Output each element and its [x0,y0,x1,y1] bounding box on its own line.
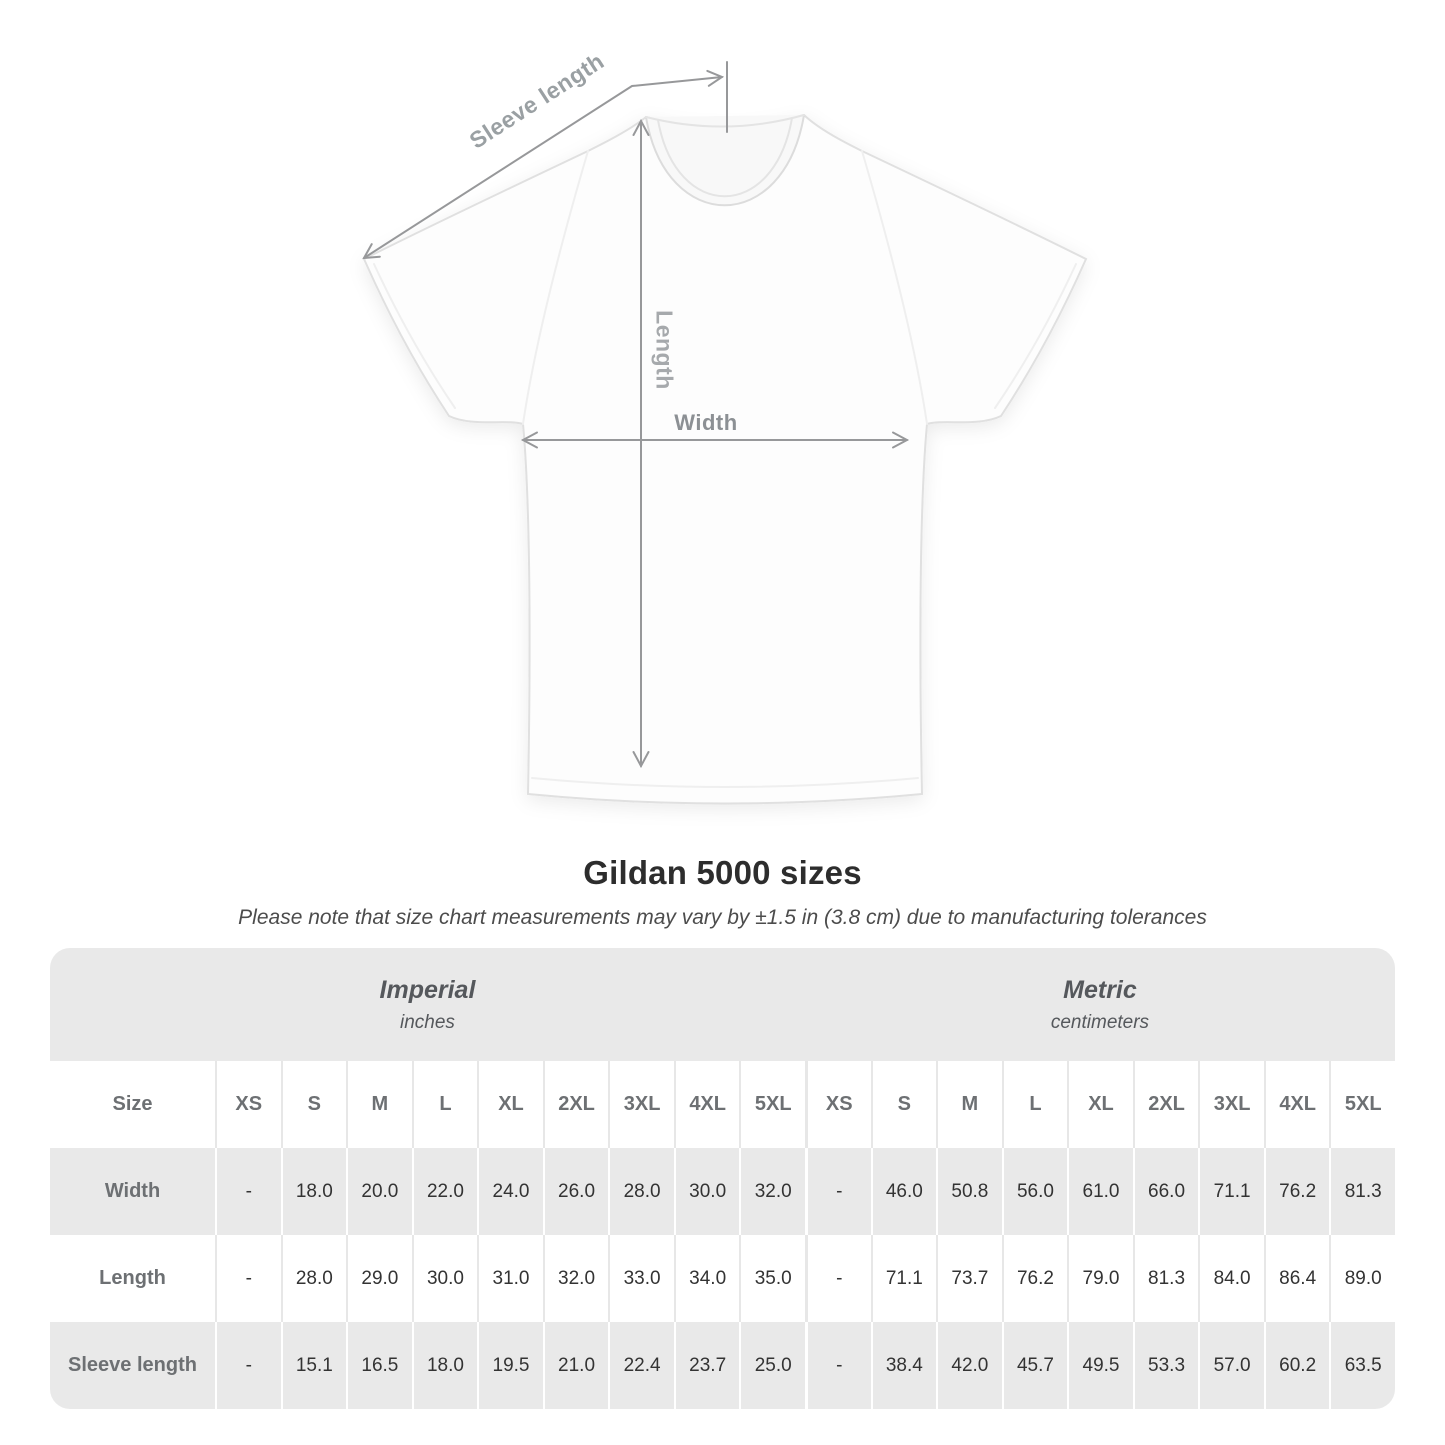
page-title: Gildan 5000 sizes [583,854,862,891]
value-imperial-s: 28.0 [281,1235,347,1322]
col-header-imperial-m: M [346,1061,412,1148]
value-imperial-3xl: 22.4 [608,1322,674,1409]
col-header-metric-m: M [936,1061,1002,1148]
metric-group-header [805,948,1395,1061]
col-header-imperial-xs: XS [215,1061,281,1148]
value-imperial-2xl: 32.0 [543,1235,609,1322]
col-header-metric-4xl: 4XL [1264,1061,1330,1148]
value-imperial-4xl: 34.0 [674,1235,740,1322]
value-imperial-xs: - [215,1322,281,1409]
col-header-metric-l: L [1002,1061,1068,1148]
col-header-metric-xs: XS [805,1061,871,1148]
value-imperial-xl: 24.0 [477,1148,543,1235]
value-imperial-5xl: 35.0 [739,1235,805,1322]
value-metric-2xl: 66.0 [1133,1148,1199,1235]
value-imperial-m: 16.5 [346,1322,412,1409]
value-imperial-xl: 31.0 [477,1235,543,1322]
value-metric-xl: 49.5 [1067,1322,1133,1409]
value-imperial-2xl: 21.0 [543,1322,609,1409]
value-metric-4xl: 86.4 [1264,1235,1330,1322]
col-header-imperial-l: L [412,1061,478,1148]
value-metric-l: 45.7 [1002,1322,1068,1409]
col-header-imperial-2xl: 2XL [543,1061,609,1148]
value-metric-m: 50.8 [936,1148,1002,1235]
col-header-imperial-3xl: 3XL [608,1061,674,1148]
value-metric-s: 38.4 [871,1322,937,1409]
value-metric-m: 42.0 [936,1322,1002,1409]
value-metric-l: 56.0 [1002,1148,1068,1235]
tshirt-shape [364,115,1086,804]
value-metric-xs: - [805,1148,871,1235]
value-metric-m: 73.7 [936,1235,1002,1322]
value-imperial-s: 15.1 [281,1322,347,1409]
value-imperial-2xl: 26.0 [543,1148,609,1235]
value-metric-3xl: 84.0 [1198,1235,1264,1322]
table-row-length [50,1235,1395,1322]
col-header-imperial-4xl: 4XL [674,1061,740,1148]
imperial-unit: inches [400,1011,455,1033]
value-metric-3xl: 71.1 [1198,1148,1264,1235]
title-block [0,854,1445,930]
value-metric-5xl: 89.0 [1329,1235,1395,1322]
value-metric-4xl: 60.2 [1264,1322,1330,1409]
size-table [50,948,1395,1409]
value-imperial-4xl: 30.0 [674,1148,740,1235]
value-metric-5xl: 81.3 [1329,1148,1395,1235]
imperial-group-header [50,948,805,1061]
value-metric-s: 46.0 [871,1148,937,1235]
value-imperial-s: 18.0 [281,1148,347,1235]
value-metric-4xl: 76.2 [1264,1148,1330,1235]
value-imperial-4xl: 23.7 [674,1322,740,1409]
value-imperial-l: 22.0 [412,1148,478,1235]
table-row-width [50,1148,1395,1235]
col-header-imperial-xl: XL [477,1061,543,1148]
length-label: Length [651,310,678,390]
value-imperial-xs: - [215,1148,281,1235]
value-metric-s: 71.1 [871,1235,937,1322]
value-metric-5xl: 63.5 [1329,1322,1395,1409]
sleeve-length-label: Sleeve length [464,47,609,154]
value-imperial-l: 18.0 [412,1322,478,1409]
value-imperial-m: 20.0 [346,1148,412,1235]
value-metric-xl: 61.0 [1067,1148,1133,1235]
value-imperial-3xl: 33.0 [608,1235,674,1322]
row-label: Width [104,1180,161,1202]
value-imperial-5xl: 32.0 [739,1148,805,1235]
row-label: Sleeve length [68,1354,197,1376]
imperial-title: Imperial [379,975,476,1004]
col-header-metric-xl: XL [1067,1061,1133,1148]
size-header-row [50,1061,1395,1148]
col-header-metric-3xl: 3XL [1198,1061,1264,1148]
col-header-imperial-s: S [281,1061,347,1148]
value-imperial-3xl: 28.0 [608,1148,674,1235]
value-metric-l: 76.2 [1002,1235,1068,1322]
value-imperial-m: 29.0 [346,1235,412,1322]
value-metric-xs: - [805,1235,871,1322]
col-header-imperial-5xl: 5XL [739,1061,805,1148]
col-header-metric-2xl: 2XL [1133,1061,1199,1148]
row-label: Length [99,1267,166,1289]
value-metric-xl: 79.0 [1067,1235,1133,1322]
value-metric-2xl: 81.3 [1133,1235,1199,1322]
value-imperial-l: 30.0 [412,1235,478,1322]
value-imperial-5xl: 25.0 [739,1322,805,1409]
value-imperial-xl: 19.5 [477,1322,543,1409]
width-label: Width [674,410,738,435]
col-header-metric-s: S [871,1061,937,1148]
value-metric-xs: - [805,1322,871,1409]
metric-unit: centimeters [1050,1011,1150,1033]
size-corner-label: Size [112,1093,153,1115]
value-imperial-xs: - [215,1235,281,1322]
unit-group-header-band [50,948,1395,1061]
metric-title: Metric [1063,975,1137,1004]
value-metric-2xl: 53.3 [1133,1322,1199,1409]
col-header-metric-5xl: 5XL [1329,1061,1395,1148]
table-row-sleeve-length [50,1322,1395,1409]
tolerance-note: Please note that size chart measurements may vary by ±1.5 in (3.8 cm) due to manufacturing tolerances [238,906,1207,929]
value-metric-3xl: 57.0 [1198,1322,1264,1409]
